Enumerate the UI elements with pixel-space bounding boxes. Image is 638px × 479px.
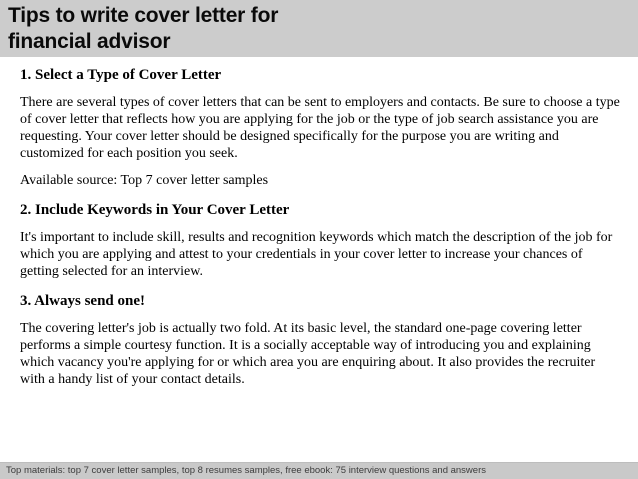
slide-header [0,0,638,57]
section-paragraph: There are several types of cover letters that can be sent to employers and contacts. Be sure to choose a type of cover letter that reflects how you are applying for the job or the type of job search assistance you are requesting. Your cover letter should be designed specifically for the purpose you are writing and customized for each position you seek. [20,95,620,161]
section-tip-1 [20,67,620,189]
section-heading: 2. Include Keywords in Your Cover Letter [20,202,290,218]
section-paragraph: The covering letter's job is actually two fold. At its basic level, the standard one-page covering letter performs a simple courtesy function. It is a socially acceptable way of introducing you and explaining which vacancy you're applying for or which area you are enquiring about. It also provides the recruiter with a handy list of your contact details. [20,321,596,387]
footer-bar [0,462,638,479]
section-tip-3 [20,293,620,388]
footer-text: Top materials: top 7 cover letter samples, top 8 resumes samples, free ebook: 75 interview questions and answers [6,465,486,476]
slide-body [0,67,638,388]
section-paragraph: It's important to include skill, results and recognition keywords which match the description of the job for which you are applying and attest to your credentials in your cover letter to increase your chances of getting selected for an interview. [20,230,613,279]
section-tip-2 [20,202,620,280]
section-heading: 3. Always send one! [20,293,146,309]
section-heading: 1. Select a Type of Cover Letter [20,67,222,83]
available-source-line: Available source: Top 7 cover letter samples [20,173,269,188]
slide-title: Tips to write cover letter for financial advisor [8,4,279,53]
